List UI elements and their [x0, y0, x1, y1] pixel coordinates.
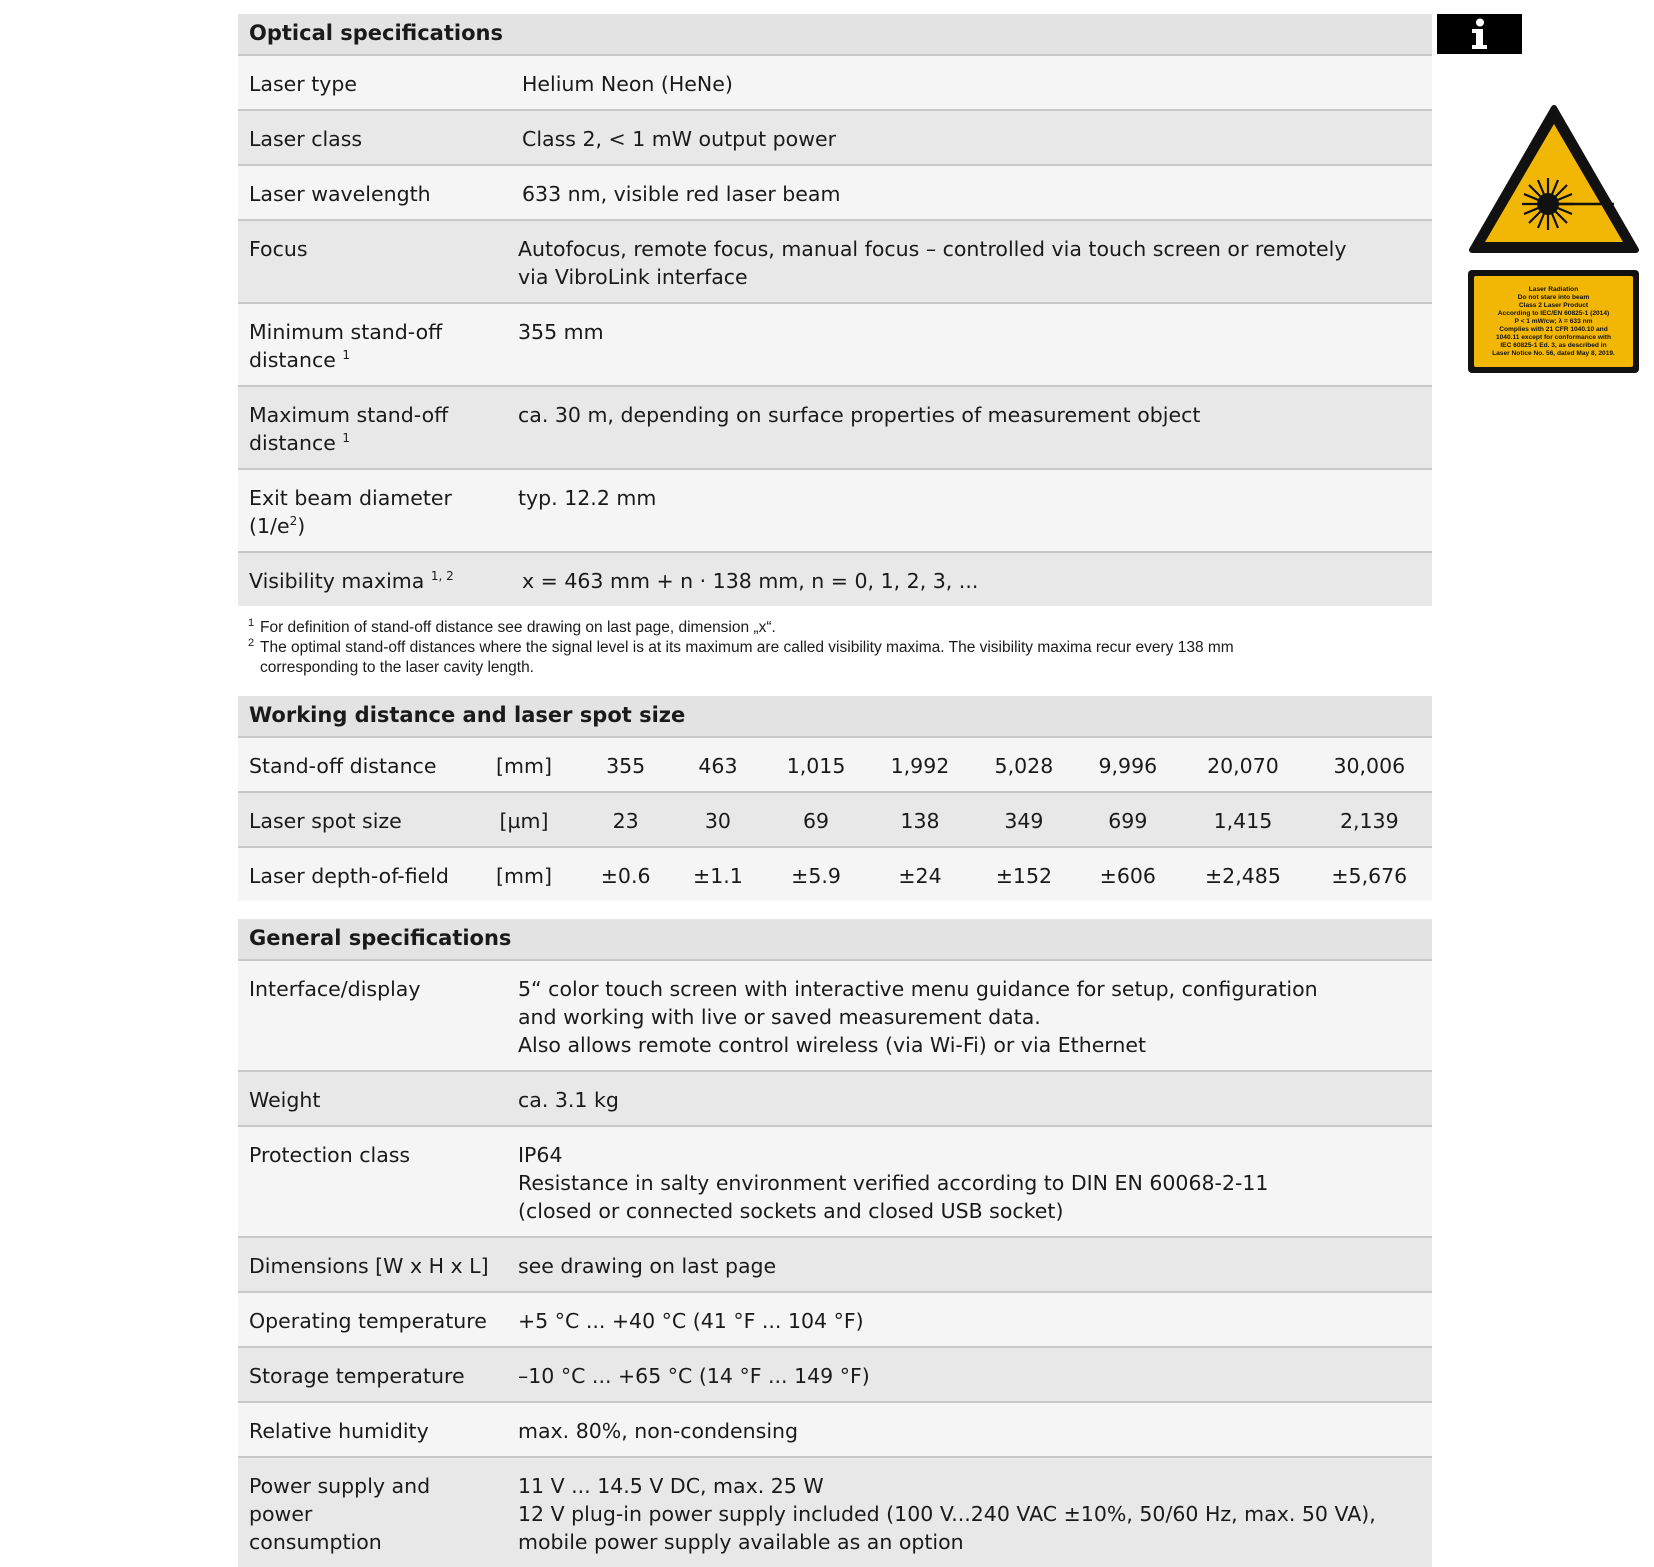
label-line: [249, 346, 497, 374]
label-line: Complies with 21 CFR 1040.10 and: [1499, 325, 1608, 333]
row-value: –10 °C ... +65 °C (14 °F ... 149 °F): [507, 1347, 1432, 1402]
table-cell: ±1.1: [671, 847, 763, 901]
row-label: Relative humidity: [238, 1402, 507, 1457]
table-cell: ±24: [868, 847, 972, 901]
label-line: P < 1 mW/cw; λ = 633 nm: [1514, 317, 1593, 325]
table-cell: 1,992: [868, 737, 972, 792]
table-cell: 5,028: [971, 737, 1075, 792]
row-value: [507, 220, 1432, 303]
row-value: [507, 1126, 1432, 1237]
label-text: Visibility maxima: [249, 569, 425, 593]
footnote-ref: 1, 2: [430, 569, 454, 584]
table-row: [238, 469, 1432, 552]
optical-specs-table: [238, 14, 1432, 606]
row-unit: [µm]: [479, 792, 579, 847]
table-cell: 30: [671, 792, 763, 847]
row-value: x = 463 mm + n · 138 mm, n = 0, 1, 2, 3, ...: [507, 552, 1432, 606]
row-label: [238, 303, 507, 386]
row-label: Laser class: [238, 110, 507, 165]
footnote-line: corresponding to the laser cavity length.: [260, 659, 534, 676]
label-line: [249, 512, 497, 540]
value-line: mobile power supply available as an option: [518, 1530, 964, 1554]
general-specs-title: General specifications: [238, 919, 1432, 960]
working-distance-table: [238, 696, 1432, 901]
label-line: Do not stare into beam: [1517, 293, 1590, 301]
label-line: Class 2 Laser Product: [1518, 301, 1589, 309]
label-line: According to IEC/EN 60825-1 (2014): [1497, 309, 1610, 317]
laser-class-label: [1468, 270, 1639, 373]
row-label: Protection class: [238, 1126, 507, 1237]
row-value: 355 mm: [507, 303, 1432, 386]
table-row: [238, 1126, 1432, 1237]
footnote-text: [260, 638, 1234, 678]
label-text: distance: [249, 348, 336, 372]
label-line: Maximum stand-off: [249, 403, 449, 427]
row-label: Laser wavelength: [238, 165, 507, 220]
row-label: [238, 1457, 507, 1567]
table-cell: ±152: [971, 847, 1075, 901]
footnote-ref: 1: [342, 348, 351, 363]
value-line: 5“ color touch screen with interactive menu guidance for setup, configuration: [518, 977, 1318, 1001]
label-line: Laser Notice No. 56, dated May 8, 2019.: [1492, 349, 1615, 357]
label-line: IEC 60825-1 Ed. 3, as described in: [1500, 341, 1607, 349]
laser-warning-icon: [1468, 104, 1640, 260]
row-label: Laser type: [238, 55, 507, 110]
table-cell: ±2,485: [1179, 847, 1305, 901]
label-line: Exit beam diameter: [249, 486, 452, 510]
label-text: (1/e: [249, 514, 290, 538]
row-label: Storage temperature: [238, 1347, 507, 1402]
table-row: [238, 110, 1432, 165]
value-line: Autofocus, remote focus, manual focus – controlled via touch screen or remotely: [518, 237, 1347, 261]
footnote: [248, 638, 1432, 678]
row-label: Dimensions [W x H x L]: [238, 1237, 507, 1292]
row-value: +5 °C ... +40 °C (41 °F ... 104 °F): [507, 1292, 1432, 1347]
table-cell: 463: [671, 737, 763, 792]
table-row: [238, 1292, 1432, 1347]
label-line: 1040.11 except for conformance with: [1495, 333, 1612, 341]
table-cell: 30,006: [1306, 737, 1432, 792]
row-value: Helium Neon (HeNe): [507, 55, 1432, 110]
value-line: Also allows remote control wireless (via Wi-Fi) or via Ethernet: [518, 1033, 1147, 1057]
footnote-line: The optimal stand-off distances where the signal level is at its maximum are called visibility maxima. The visibility maxima recur every 138 mm: [260, 639, 1234, 656]
value-line: (closed or connected sockets and closed USB socket): [518, 1199, 1064, 1223]
row-value: 633 nm, visible red laser beam: [507, 165, 1432, 220]
table-row: [238, 1457, 1432, 1567]
row-value: see drawing on last page: [507, 1237, 1432, 1292]
table-row: [238, 55, 1432, 110]
row-value: [507, 1457, 1432, 1567]
footnotes: [238, 606, 1432, 696]
footnote: [248, 618, 1432, 638]
table-cell: ±5,676: [1306, 847, 1432, 901]
label-line: Laser Radiation: [1528, 285, 1579, 293]
info-icon: [1437, 14, 1522, 54]
table-row: [238, 1402, 1432, 1457]
label-text: ): [297, 514, 306, 538]
table-cell: 1,415: [1179, 792, 1305, 847]
table-row: [238, 1347, 1432, 1402]
table-cell: 349: [971, 792, 1075, 847]
table-row: [238, 1071, 1432, 1126]
row-unit: [mm]: [479, 737, 579, 792]
row-value: max. 80%, non-condensing: [507, 1402, 1432, 1457]
table-row: [238, 960, 1432, 1071]
label-line: [249, 429, 497, 457]
row-label: Weight: [238, 1071, 507, 1126]
label-line: consumption: [249, 1530, 382, 1554]
value-line: 12 V plug-in power supply included (100 V...240 VAC ±10%, 50/60 Hz, max. 50 VA),: [518, 1502, 1376, 1526]
general-specs-table: [238, 919, 1432, 1567]
label-text: distance: [249, 431, 336, 455]
table-cell: 2,139: [1306, 792, 1432, 847]
row-label: [238, 469, 507, 552]
footnote-number: 1: [248, 617, 255, 629]
table-row: [238, 386, 1432, 469]
table-row: [238, 792, 1432, 847]
table-row: [238, 220, 1432, 303]
value-line: Resistance in salty environment verified according to DIN EN 60068-2-11: [518, 1171, 1269, 1195]
label-line: Minimum stand-off: [249, 320, 443, 344]
table-cell: ±606: [1075, 847, 1179, 901]
row-label: Stand-off distance: [238, 737, 479, 792]
spec-sheet: [238, 14, 1432, 1567]
row-label: [238, 386, 507, 469]
table-row: [238, 737, 1432, 792]
table-row: [238, 1237, 1432, 1292]
table-cell: 699: [1075, 792, 1179, 847]
label-line: Power supply and power: [249, 1474, 431, 1526]
value-line: 11 V ... 14.5 V DC, max. 25 W: [518, 1474, 824, 1498]
row-label: Laser depth-of-field: [238, 847, 479, 901]
row-label: Interface/display: [238, 960, 507, 1071]
row-label: Operating temperature: [238, 1292, 507, 1347]
value-line: via VibroLink interface: [518, 265, 748, 289]
value-line: IP64: [518, 1143, 563, 1167]
table-cell: 20,070: [1179, 737, 1305, 792]
table-cell: ±0.6: [579, 847, 671, 901]
table-row: [238, 303, 1432, 386]
row-value: ca. 3.1 kg: [507, 1071, 1432, 1126]
footnote-number: 2: [248, 637, 255, 649]
working-distance-title: Working distance and laser spot size: [238, 696, 1432, 737]
table-row: [238, 847, 1432, 901]
footnote-text: For definition of stand-off distance see drawing on last page, dimension „x“.: [260, 619, 776, 636]
table-cell: 1,015: [764, 737, 868, 792]
row-value: typ. 12.2 mm: [507, 469, 1432, 552]
superscript: 2: [289, 514, 298, 529]
table-cell: 355: [579, 737, 671, 792]
table-row: [238, 552, 1432, 606]
footnote-ref: 1: [342, 431, 351, 446]
row-label: Laser spot size: [238, 792, 479, 847]
row-label: Focus: [238, 220, 507, 303]
row-label: [238, 552, 507, 606]
laser-label-text: [1474, 276, 1633, 367]
table-cell: 23: [579, 792, 671, 847]
table-row: [238, 165, 1432, 220]
table-cell: ±5.9: [764, 847, 868, 901]
value-line: and working with live or saved measurement data.: [518, 1005, 1041, 1029]
row-value: ca. 30 m, depending on surface properties of measurement object: [507, 386, 1432, 469]
row-value: [507, 960, 1432, 1071]
table-cell: 69: [764, 792, 868, 847]
optical-specs-title: Optical specifications: [238, 14, 1432, 55]
table-cell: 138: [868, 792, 972, 847]
table-cell: 9,996: [1075, 737, 1179, 792]
row-unit: [mm]: [479, 847, 579, 901]
row-value: Class 2, < 1 mW output power: [507, 110, 1432, 165]
